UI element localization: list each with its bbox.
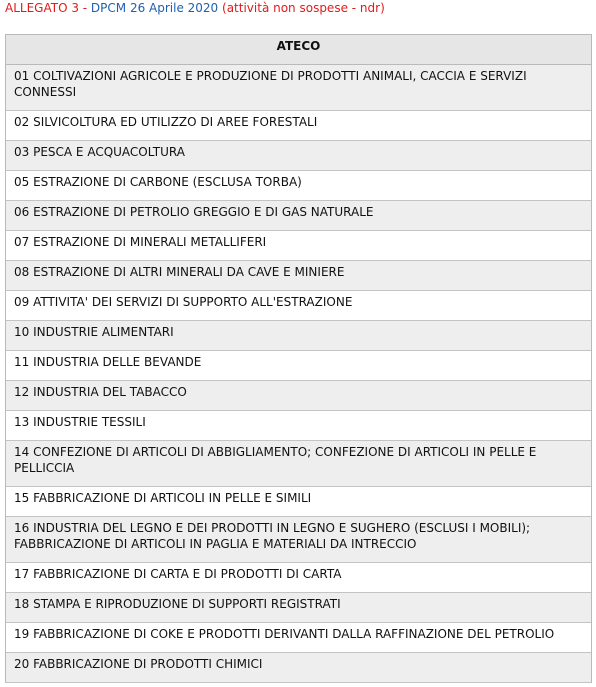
table-row: 17 FABBRICAZIONE DI CARTA E DI PRODOTTI DI CARTA [6,563,591,593]
table-row: 06 ESTRAZIONE DI PETROLIO GREGGIO E DI GAS NATURALE [6,201,591,231]
table-row: 11 INDUSTRIA DELLE BEVANDE [6,351,591,381]
table-row: 18 STAMPA E RIPRODUZIONE DI SUPPORTI REGISTRATI [6,593,591,623]
table-row: 10 INDUSTRIE ALIMENTARI [6,321,591,351]
table-row: 15 FABBRICAZIONE DI ARTICOLI IN PELLE E SIMILI [6,487,591,517]
table-row: 19 FABBRICAZIONE DI COKE E PRODOTTI DERIVANTI DALLA RAFFINAZIONE DEL PETROLIO [6,623,591,653]
table-row: 16 INDUSTRIA DEL LEGNO E DEI PRODOTTI IN LEGNO E SUGHERO (ESCLUSI I MOBILI); FABBRICAZIONE DI ARTICOLI IN PAGLIA E MATERIALI DA INTRECCIO [6,517,591,563]
table-row: 05 ESTRAZIONE DI CARBONE (ESCLUSA TORBA) [6,171,591,201]
table-row: 07 ESTRAZIONE DI MINERALI METALLIFERI [6,231,591,261]
table-row: 14 CONFEZIONE DI ARTICOLI DI ABBIGLIAMENTO; CONFEZIONE DI ARTICOLI IN PELLE E PELLICCIA [6,441,591,487]
ateco-table [5,34,592,683]
heading-note: (attività non sospese - ndr) [218,1,385,15]
table-row: 12 INDUSTRIA DEL TABACCO [6,381,591,411]
table-row: 01 COLTIVAZIONI AGRICOLE E PRODUZIONE DI PRODOTTI ANIMALI, CACCIA E SERVIZI CONNESSI [6,65,591,111]
page-heading [5,1,385,15]
table-row: 09 ATTIVITA' DEI SERVIZI DI SUPPORTO ALL'ESTRAZIONE [6,291,591,321]
heading-annex-label: ALLEGATO 3 - [5,1,91,15]
table-row: 08 ESTRAZIONE DI ALTRI MINERALI DA CAVE E MINIERE [6,261,591,291]
table-row: 02 SILVICOLTURA ED UTILIZZO DI AREE FORESTALI [6,111,591,141]
table-header-ateco: ATECO [6,35,591,65]
table-row: 20 FABBRICAZIONE DI PRODOTTI CHIMICI [6,653,591,683]
table-row: 03 PESCA E ACQUACOLTURA [6,141,591,171]
table-row: 13 INDUSTRIE TESSILI [6,411,591,441]
heading-decree-link[interactable]: DPCM 26 Aprile 2020 [90,1,219,15]
